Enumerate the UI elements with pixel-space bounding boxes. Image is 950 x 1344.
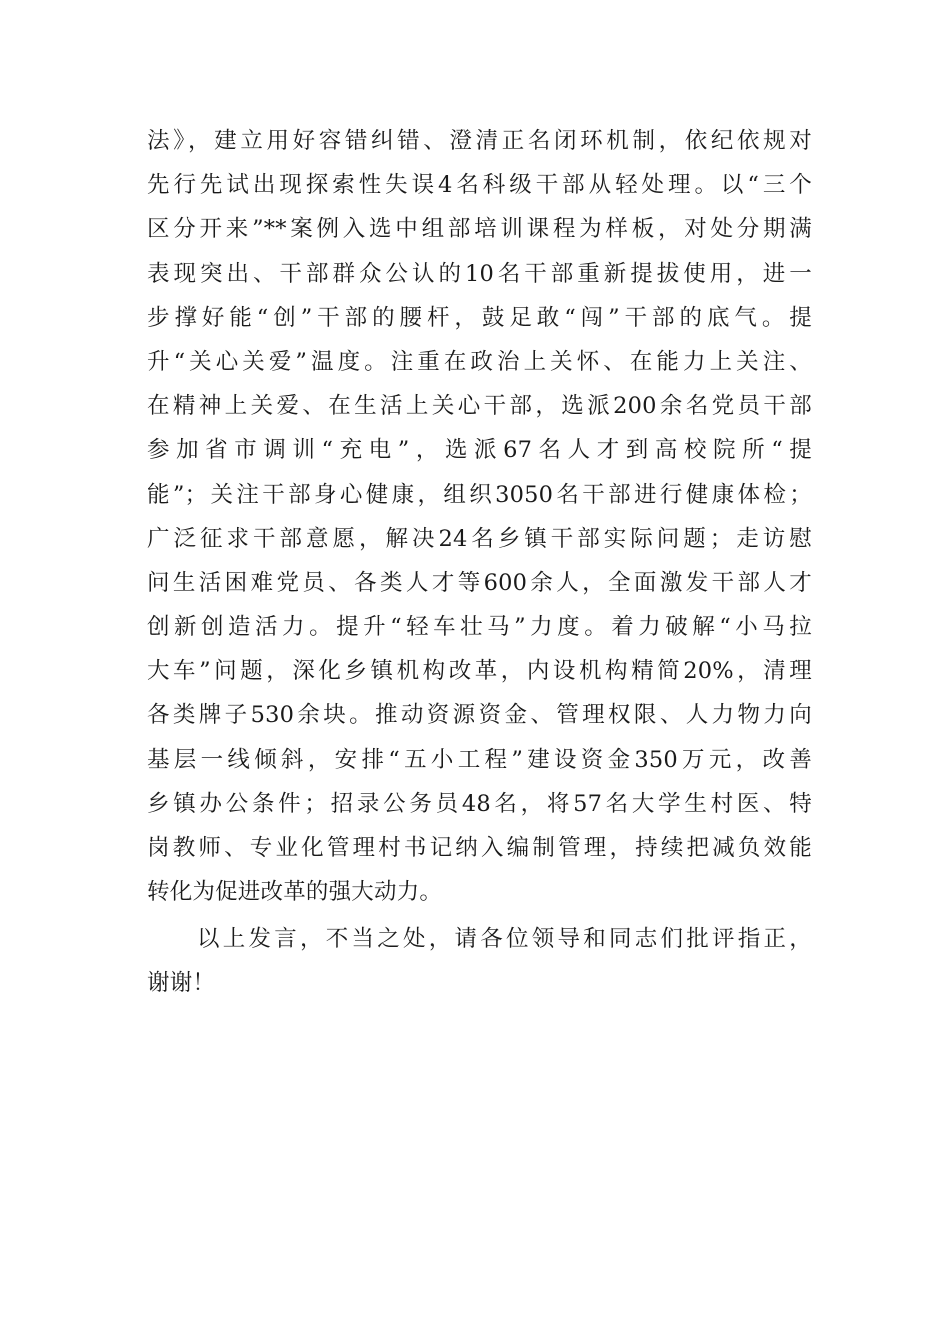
text-line: 区分开来”**案例入选中组部培训课程为样板，对处分期满 bbox=[147, 216, 812, 243]
closing-paragraph bbox=[147, 917, 812, 1005]
text-line: 以上发言，不当之处，请各位领导和同志们批评指正， bbox=[197, 926, 812, 952]
text-line: 能”；关注干部身心健康，组织3050名干部进行健康体检； bbox=[147, 481, 812, 508]
text-line: 转化为促进改革的强大动力。 bbox=[147, 879, 443, 906]
text-line: 法》，建立用好容错纠错、澄清正名闭环机制，依纪依规对 bbox=[147, 128, 812, 154]
text-line: 先行先试出现探索性失误4名科级干部从轻处理。以“三个 bbox=[147, 172, 812, 199]
text-line: 问生活困难党员、各类人才等600余人，全面激发干部人才 bbox=[147, 569, 812, 596]
body-paragraph bbox=[147, 119, 812, 914]
text-line: 表现突出、干部群众公认的10名干部重新提拔使用，进一 bbox=[147, 260, 812, 287]
text-line: 在精神上关爱、在生活上关心干部，选派200余名党员干部 bbox=[147, 393, 812, 420]
text-line: 广泛征求干部意愿，解决24名乡镇干部实际问题；走访慰 bbox=[147, 525, 812, 552]
text-line: 谢谢！ bbox=[147, 970, 216, 997]
text-line: 步撑好能“创”干部的腰杆，鼓足敢“闯”干部的底气。提 bbox=[147, 304, 812, 331]
text-line: 参加省市调训“充电”，选派67名人才到高校院所“提 bbox=[147, 437, 812, 464]
text-line: 岗教师、专业化管理村书记纳入编制管理，持续把减负效能 bbox=[147, 835, 812, 861]
text-line: 大车”问题，深化乡镇机构改革，内设机构精简20%，清理 bbox=[147, 658, 812, 685]
text-line: 创新创造活力。提升“轻车壮马”力度。着力破解“小马拉 bbox=[147, 614, 812, 641]
text-line: 基层一线倾斜，安排“五小工程”建设资金350万元，改善 bbox=[147, 746, 812, 773]
text-line: 乡镇办公条件；招录公务员48名，将57名大学生村医、特 bbox=[147, 790, 812, 817]
text-line: 升“关心关爱”温度。注重在政治上关怀、在能力上关注、 bbox=[147, 348, 812, 375]
text-line: 各类牌子530余块。推动资源资金、管理权限、人力物力向 bbox=[147, 702, 812, 729]
